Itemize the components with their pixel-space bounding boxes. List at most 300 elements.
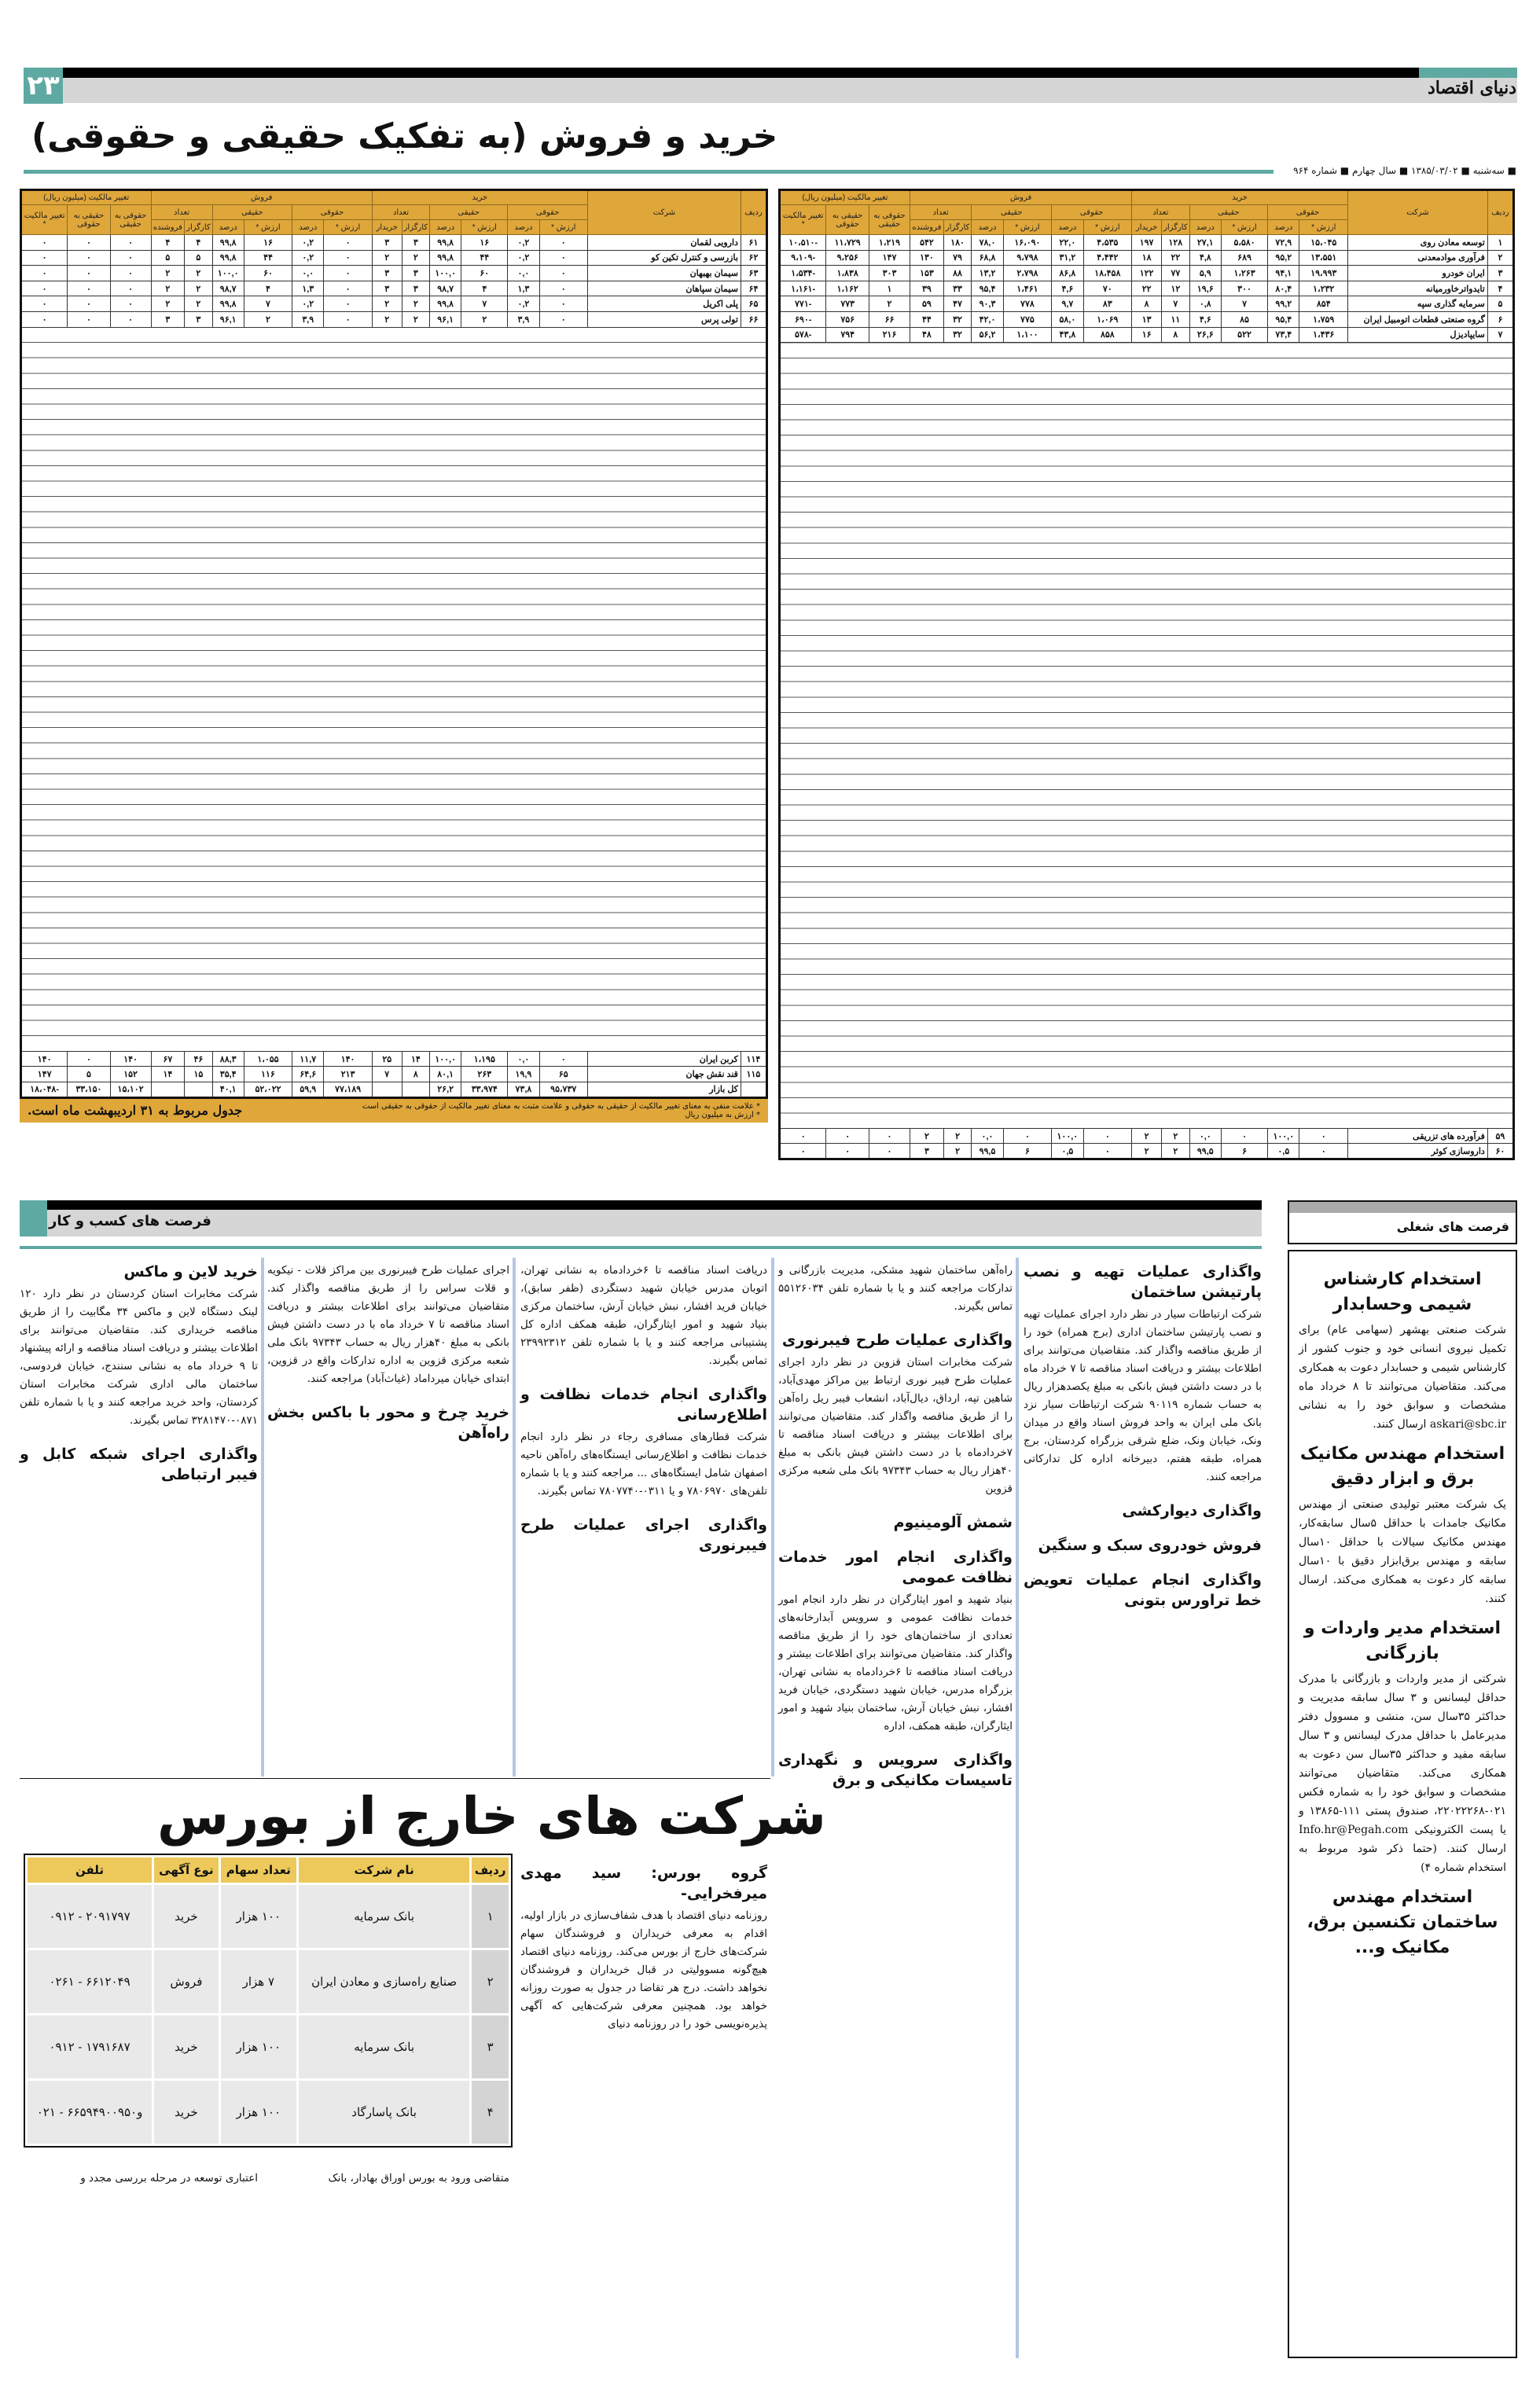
cell-value: ۵ [1487,296,1513,312]
table-continuation [21,327,767,1051]
cell-value: ۰ [1003,1128,1052,1144]
cell-value: ۴ [461,281,508,296]
column-header: خریدار [1132,220,1162,235]
cell-value: ۰ [110,311,151,327]
otc-bottom-text-a: متقاضی ورود به بورس اوراق بهادار، بانک [328,2172,509,2184]
cell-value: ۹۴,۱ [1268,266,1299,281]
cell-value: ۶۸,۸ [972,250,1003,266]
table-footnotes [20,1099,768,1123]
cell-value: ۰ [68,235,110,251]
column-header: کارگزار [402,220,429,235]
cell-value: ۰,۸ [1189,296,1221,312]
ad-body: شرکت ارتباطات سیار در نظر دارد اجرای عملیات تهیه و نصب پارتیشن ساختمان اداری (برج همراه) خود را از طریق مناقصه واگذار کند. متقاضیان می‌توانند برای اطلاعات بیشتر و دریافت اسناد مناقصه تا ۷ خرداد ماه با در دست داشتن فیش بانکی به مبلغ یکصدهزار ریال به حساب شماره ۹۰۱۱۹ شرکت ارتباطات سیار نزد بانک ملی ایران به واحد فروش اسناد واقع در میدان ونک، خیابان ونک، ضلع شرقی بزرگراه کردستان، برج همراه، طبقه هفتم، دبیرخانه اداره کل تدارکاتی مراجعه کنند. [1024,1308,1262,1483]
jobs-column [1288,1250,1517,2358]
cell-value: ۷۷۳ [826,296,869,312]
cell-value: ۰ [324,235,372,251]
cell-value: ۷۸,۰ [972,235,1003,251]
cell-value: ۰ [869,1128,910,1144]
otc-shares: ۱۰۰ هزار [221,2015,296,2078]
cell-value: ۴ [1487,281,1513,296]
table-row [780,1128,1514,1144]
cell-value: -۱۰،۵۱۰ [780,235,826,251]
cell-value: ۱،۰۶۹ [1083,311,1132,327]
jobs-section-header [1288,1200,1517,1244]
cell-value: ۳ [151,311,185,327]
cell-value: ۰ [1083,1144,1132,1159]
cell-value: ۳ [1487,266,1513,281]
cell-value: ۰ [780,1128,826,1144]
cell-value: ۱،۱۶۲ [826,281,869,296]
column-header: کارگزار [1162,220,1190,235]
column-header: حقوقی [508,205,588,220]
cell-value: ۱ [1487,235,1513,251]
cell-value: ۳,۹ [292,311,324,327]
cell-value: ۰ [324,250,372,266]
column-header: درصد [508,220,539,235]
cell-value: ۹۹,۸ [212,250,244,266]
column-header: ردیف [1487,190,1513,235]
cell-value: ۰ [539,311,587,327]
divider-line [20,1778,770,1779]
cell-value: ۹۹,۲ [1268,296,1299,312]
cell-value: ۱،۲۳۲ [1299,281,1348,296]
cell-value: ۲ [372,296,402,312]
cell-value: ۲ [1162,1144,1190,1159]
ad-title: خرید چرخ و محور با باکس بخش راه‌آهن [267,1404,509,1442]
cell-value: ۰,۵ [1052,1144,1083,1159]
table-row [21,235,767,251]
table-row [21,296,767,312]
cell-value: ۳,۹ [508,311,539,327]
cell-value: ۲،۷۹۸ [1003,266,1052,281]
cell-value: -۶۹۰ [780,311,826,327]
cell-value: ۲ [1487,250,1513,266]
cell-value: -۷۷۱ [780,296,826,312]
cell-value: ۵ [151,250,185,266]
cell-value: ۱،۴۶۱ [1003,281,1052,296]
cell-value: ۹۹,۸ [430,250,461,266]
column-header: ارزش * [324,220,372,235]
cell-value: ۸۰,۱ [430,1067,461,1082]
cell-value: -۵۷۸ [780,327,826,343]
cell-value: ۹،۷۹۸ [1003,250,1052,266]
ad-column-5 [20,1262,258,1773]
cell-value: ۳ [372,281,402,296]
table-row [21,250,767,266]
footnote-sign: * علامت منفی به معنای تغییر مالکیت از حقیقی به حقوقی و علامت مثبت به معنای تغییر مالکیت از حقوقی به حقیقی است [362,1101,760,1111]
cell-value: ۹۹,۸ [212,296,244,312]
cell-value: ۲۶,۲ [430,1082,461,1097]
ad-title: واگذاری سرویس و نگهداری تاسیسات مکانیکی و برق [778,1751,1013,1789]
issue-dateline: ■ سه‌شنبه ■ ۱۳۸۵/۰۳/۰۲ ■ سال چهارم ■ شماره ۹۶۴ [1293,165,1516,176]
cell-value: ۳۳ [943,281,972,296]
cell-value: ۱۸،۴۵۸ [1083,266,1132,281]
cell-value: ۱،۲۶۳ [1221,266,1267,281]
otc-intro-text: روزنامه دنیای اقتصاد با هدف شفاف‌سازی در بازار اولیه، اقدام به معرفی خریداران و فروشندگان سهام شرکت‌های خارج از بورس می‌کند. روزنامه دنیای اقتصاد هیچ‌گونه مسوولیتی در قبال خریداران و فروشندگان نخواهد داشت. درج هر تقاضا در جدول به صورت روزانه خواهد بود. همچنین معرفی شرکت‌هایی که آگهی پذیره‌نویسی خود را در روزنامه دنیای [520,1909,767,2030]
company-name: ایران خودرو [1348,266,1488,281]
cell-value [402,1082,429,1097]
cell-value: ۳ [372,266,402,281]
section-band [47,1210,1262,1236]
company-name: قند نقش جهان [587,1067,741,1082]
cell-value: ۲ [244,311,292,327]
cell-value: ۶۴,۶ [292,1067,324,1082]
cell-value: ۳ [402,235,429,251]
ad-body: شرکت صنعتی بهشهر (سهامی عام) برای تکمیل نیروی انسانی خود و جنوب کشور از کارشناس شیمی و حسابدار دعوت به همکاری می‌کند. متقاضیان می‌توانند تا ۸ خرداد ماه مشخصات و سوابق خود را به نشانی askari@sbc.ir ارسال کنند. [1299,1324,1506,1431]
cell-value: ۰,۰ [1189,1128,1221,1144]
cell-value: ۲ [1162,1128,1190,1144]
column-header: ارزش * [1299,220,1348,235]
cell-value: ۵۸,۰ [1052,311,1083,327]
cell-value: ۱۶ [244,235,292,251]
cell-value: ۶۰ [1487,1144,1513,1159]
table-row [780,327,1514,343]
ad-title: واگذاری اجرای شبکه کابل و فیبر ارتباطی [20,1446,258,1483]
cell-value: ۱۶،۰۹۰ [1003,235,1052,251]
cell-value: ۰ [68,311,110,327]
cell-value: ۴۰,۱ [212,1082,244,1097]
column-divider [261,1258,264,1777]
cell-value: ۱,۳ [508,281,539,296]
table-row [780,250,1514,266]
cell-value: ۱۳۰ [910,250,944,266]
cell-value: ۱۹۷ [1132,235,1162,251]
cell-value: ۰ [21,250,68,266]
column-header: درصد [430,220,461,235]
ad-title: واگذاری انجام امور خدمات نظافت عمومی [778,1549,1013,1586]
cell-value: ۱۵،۰۴۵ [1299,235,1348,251]
cell-value: ۷۵۶ [826,311,869,327]
footnote-units: * ارزش به میلیون ریال [685,1110,760,1119]
cell-value: ۴۶ [185,1051,212,1067]
cell-value: ۰,۵ [1268,1144,1299,1159]
cell-value: ۴۴ [461,250,508,266]
otc-company: بانک سرمایه [299,2015,469,2078]
cell-value: ۰,۰ [292,266,324,281]
cell-value: ۱۱ [1162,311,1190,327]
cell-value: ۱۴۷ [21,1067,68,1082]
ad-title: استخدام مدیر واردات و بازرگانی [1303,1619,1501,1663]
cell-value: ۰ [21,235,68,251]
trades-table-left [20,189,768,1123]
column-header: تعداد [1132,205,1189,220]
cell-value: ۱۳,۲ [972,266,1003,281]
cell-value: ۱،۱۹۵ [461,1051,508,1067]
ad-column-4 [267,1262,509,1773]
company-name: دارویی لقمان [587,235,741,251]
table-row [21,311,767,327]
cell-value: ۳۲ [943,327,972,343]
company-name: بازرسی و کنترل تکین کو [587,250,741,266]
header-bar [63,68,1419,78]
cell-value: ۹۵,۲ [1268,250,1299,266]
cell-value: ۶۰ [461,266,508,281]
cell-value: ۱۵ [185,1067,212,1082]
cell-value: ۰ [539,281,587,296]
column-header: ردیف [741,190,766,235]
cell-value: ۹۶,۱ [430,311,461,327]
cell-value: ۴۴ [910,311,944,327]
column-header: حقوقی [1268,205,1348,220]
cell-value: ۶۴ [741,281,766,296]
cell-value: ۲ [185,266,212,281]
cell-value: ۹۵,۴ [1268,311,1299,327]
company-name: سایپادیزل [1348,327,1488,343]
page-number: ۲۳ [24,68,63,104]
column-header: حقیقی [972,205,1052,220]
cell-value: ۱۵،۱۰۲ [110,1082,151,1097]
cell-value: ۱۲۸ [1162,235,1190,251]
cell-value: ۱،۸۳۸ [826,266,869,281]
cell-value: ۶۷ [151,1051,185,1067]
ad-body: شرکتی از مدیر واردات و بازرگانی با مدرک حداقل لیسانس و ۳ سال سابقه مدیریت و حداکثر ۳۵سال سن، منشی و مسوول دفتر مدیرعامل با حداقل مدرک لیسانس و ۳ سال سابقه مفید و حداکثر ۳۵سال سن دعوت به همکاری می‌کند. متقاضیان می‌توانند مشخصات و سوابق خود را به شماره فکس ۰۲۱-۲۲۰۲۲۲۶۸، صندوق پستی ۱۱۱-۱۳۸۶۵ و یا پست الکترونیکی Info.hr@Pegah.com ارسال کنند. (حتما ذکر شود مربوط به استخدام شماره ۴) [1299,1673,1507,1874]
cell-value: ۸ [1132,296,1162,312]
cell-value: ۶۶ [869,311,910,327]
cell-value: ۸۶,۸ [1052,266,1083,281]
column-header: فروش [910,190,1132,205]
cell-value: -۱،۱۶۱ [780,281,826,296]
otc-shares: ۷ هزار [221,1950,296,2013]
column-header: درصد [212,220,244,235]
cell-value: ۷ [461,296,508,312]
cell-value: ۴۸ [910,327,944,343]
cell-value: ۱۴ [402,1051,429,1067]
cell-value: ۳۹ [910,281,944,296]
otc-phone: ۰۹۱۲ - ۱۷۹۱۶۸۷ [28,2015,152,2078]
cell-value: ۱،۲۱۹ [869,235,910,251]
company-name: سرمایه گذاری سپه [1348,296,1488,312]
cell-value: ۳ [910,1144,944,1159]
column-header: درصد [292,220,324,235]
cell-value [372,1082,402,1097]
cell-value: ۰ [68,281,110,296]
otc-column-header: تعداد سهام [221,1857,296,1883]
cell-value: ۷ [1221,296,1267,312]
cell-value [151,1082,185,1097]
cell-value: ۱۹,۹ [508,1067,539,1082]
company-name: کربن ایران [587,1051,741,1067]
table-row [21,1067,767,1082]
cell-value: ۰ [869,1144,910,1159]
cell-value: ۴۲,۰ [972,311,1003,327]
cell-value: ۱۰۰,۰ [430,1051,461,1067]
company-name: سیمان سپاهان [587,281,741,296]
otc-table [24,1854,513,2148]
otc-ad-type: خرید [154,2081,219,2144]
cell-value: ۵۹,۹ [292,1082,324,1097]
column-header: حقوقی [1052,205,1132,220]
cell-value: ۲۲,۰ [1052,235,1083,251]
cell-value: ۷۹۴ [826,327,869,343]
cell-value: ۱۱,۷ [292,1051,324,1067]
company-name: تایدواترخاورمیانه [1348,281,1488,296]
cell-value: ۱۳ [1132,311,1162,327]
cell-value: ۹۶,۱ [212,311,244,327]
cell-value: ۰ [780,1144,826,1159]
cell-value: ۱۱۶ [244,1067,292,1082]
table-date-note: جدول مربوط به ۳۱ اردیبهشت ماه است. [28,1102,243,1118]
cell-value: ۸۸ [943,266,972,281]
otc-phone: ۰۲۱ - ۶۶۵۹۴۹۰۰و۹۵۰ [28,2081,152,2144]
cell-value: ۱۴ [151,1067,185,1082]
table-row [780,1144,1514,1159]
cell-value: ۳۱,۲ [1052,250,1083,266]
ad-title: فروش خودروی سبک و سنگین [1038,1537,1262,1554]
cell-value: ۸۸,۳ [212,1051,244,1067]
cell-value: ۴۷ [943,296,972,312]
ad-body: راه‌آهن ساختمان شهید مشکی، مدیریت بازرگانی و تدارکات مراجعه کنند و یا با شماره تلفن ۵۵۱۲۶۰۳۴ تماس بگیرند. [778,1264,1013,1313]
table-row [780,266,1514,281]
cell-value: ۷۷۸ [1003,296,1052,312]
otc-intro [520,1863,767,2034]
ad-title: استخدام مهندس ساختمان تکنسین برق، مکانیک و... [1307,1887,1498,1957]
cell-value: ۶۶ [741,311,766,327]
cell-value: ۱۰۰,۰ [1052,1128,1083,1144]
cell-value: ۳۰۳ [869,266,910,281]
otc-company: بانک سرمایه [299,1885,469,1948]
cell-value: ۸۵۸ [1083,327,1132,343]
cell-value: ۲۲ [1162,250,1190,266]
cell-value: ۱،۴۳۶ [1299,327,1348,343]
cell-value: ۱،۰۵۵ [244,1051,292,1067]
cell-value: ۴،۴۴۲ [1083,250,1132,266]
cell-value: ۰ [21,281,68,296]
cell-value: ۶۱ [741,235,766,251]
ad-title: واگذاری دیوارکشی [1122,1502,1262,1519]
column-header: تغییر مالکیت * [780,205,826,235]
header-accent [1419,68,1517,78]
cell-value: ۲ [151,266,185,281]
cell-value: ۱۹,۶ [1189,281,1221,296]
cell-value: ۰,۲ [292,235,324,251]
company-name: سیمان بهبهان [587,266,741,281]
column-header: حقوقی به حقیقی [869,205,910,235]
ad-title: واگذاری عملیات تهیه و نصب پارتیشن ساختمان [1024,1263,1262,1301]
cell-value: ۵۲۲ [1221,327,1267,343]
otc-column-header: تلفن [28,1857,152,1883]
cell-value: ۰ [324,296,372,312]
ad-title: خرید لاین و ماکس [123,1263,258,1281]
cell-value: ۷۳,۸ [508,1082,539,1097]
column-header: ارزش * [1083,220,1132,235]
otc-column-header: ردیف [472,1857,509,1883]
column-header: درصد [1189,220,1221,235]
cell-value: ۳ [372,235,402,251]
cell-value: -۱۸،۰۴۸ [21,1082,68,1097]
cell-value: ۸۰,۴ [1268,281,1299,296]
cell-value: ۱ [869,281,910,296]
newspaper-logo: دنیای اقتصاد [1428,78,1516,98]
cell-value: ۰ [1083,1128,1132,1144]
column-header: ارزش * [1003,220,1052,235]
company-name: توسعه معادن روی [1348,235,1488,251]
jobs-section-title: فرصت های شغلی [1396,1219,1509,1234]
otc-phone: ۰۹۱۲ - ۲۰۹۱۷۹۷ [28,1885,152,1948]
cell-value: ۰ [21,296,68,312]
company-name: فرآوری موادمعدنی [1348,250,1488,266]
column-header: درصد [1268,220,1299,235]
cell-value: ۹۹,۵ [972,1144,1003,1159]
ad-title: شمش آلومینیوم [893,1514,1013,1531]
trades-table-right [778,189,1515,1160]
cell-value: ۹۰,۳ [972,296,1003,312]
ad-column-1 [1024,1262,1262,2362]
ad-title: واگذاری انجام عملیات تعویض خط تراورس بتونی [1024,1571,1262,1609]
cell-value: ۰ [110,296,151,312]
cell-value: ۹۸,۷ [212,281,244,296]
cell-value: ۰,۲ [508,235,539,251]
cell-value: ۳۰۰ [1221,281,1267,296]
section-bar [47,1200,1262,1210]
cell-value: ۰ [110,250,151,266]
cell-value: ۰ [539,250,587,266]
cell-value: ۴۴ [244,250,292,266]
cell-value: ۲ [151,296,185,312]
cell-value: ۷ [244,296,292,312]
cell-value: ۱۸۰ [943,235,972,251]
cell-value: ۹،۲۵۶ [826,250,869,266]
company-name: فرآورده های تزریقی [1348,1128,1488,1144]
cell-value: ۳۲ [943,311,972,327]
cell-value: ۷۰ [1083,281,1132,296]
cell-value: ۲ [402,311,429,327]
table-row [21,1051,767,1067]
cell-value: ۴ [244,281,292,296]
otc-row [28,1885,509,1948]
cell-value: ۲ [943,1128,972,1144]
column-divider [771,1258,774,1777]
otc-row-number: ۴ [472,2081,509,2144]
column-header: شرکت [1348,190,1488,235]
cell-value: ۰,۲ [292,296,324,312]
column-header: حقوقی [292,205,373,220]
column-header: تغییر مالکیت (میلیون ریال) [780,190,910,205]
cell-value: ۹۹,۸ [430,235,461,251]
column-header: شرکت [587,190,741,235]
cell-value: ۲ [185,296,212,312]
cell-value: ۵،۵۸۰ [1221,235,1267,251]
cell-value: ۰,۲ [508,250,539,266]
cell-value: ۰ [324,266,372,281]
cell-value: ۰ [21,266,68,281]
cell-value: ۱۴۰ [21,1051,68,1067]
cell-value: ۸۳ [1083,296,1132,312]
column-header: حقیقی به حقوقی [68,205,110,235]
column-header: تغییر مالکیت (میلیون ریال) [21,190,152,205]
cell-value: ۷ [372,1067,402,1082]
cell-value: ۰ [539,1051,587,1067]
column-header: درصد [1052,220,1083,235]
otc-column-header: نام شرکت [299,1857,469,1883]
table-row [21,281,767,296]
cell-value: ۰ [539,266,587,281]
column-header: ارزش * [461,220,508,235]
column-header: ارزش * [244,220,292,235]
cell-value: ۶ [1003,1144,1052,1159]
column-divider [513,1258,516,1777]
cell-value: ۴،۵۳۵ [1083,235,1132,251]
table-rows-continued [21,327,767,1051]
cell-value: ۵۴۲ [910,235,944,251]
cell-value [741,1082,766,1097]
cell-value: ۲۱۳ [324,1067,372,1082]
cell-value: -۱،۵۳۴ [780,266,826,281]
cell-value: ۴ [185,235,212,251]
cell-value: ۳۵,۴ [212,1067,244,1082]
otc-bottom-text-b: اعتباری توسعه در مرحله بررسی مجدد و [80,2172,258,2184]
column-header: خرید [372,190,587,205]
column-header: خریدار [372,220,402,235]
